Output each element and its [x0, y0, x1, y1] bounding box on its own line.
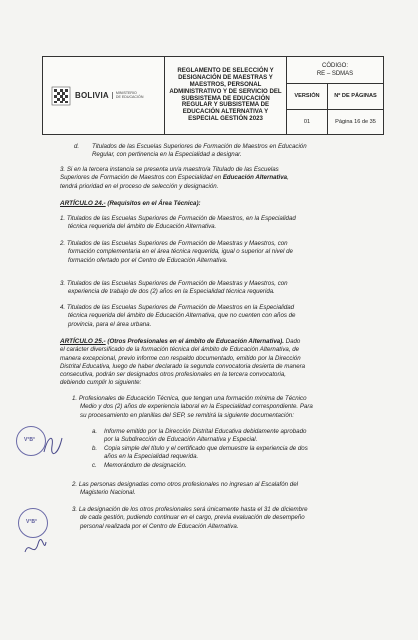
article-25-text	[60, 338, 305, 388]
text-line: Magisterio Nacional.	[80, 489, 136, 497]
art25-item-a	[104, 428, 306, 445]
code-label: CÓDIGO:	[321, 63, 348, 69]
text-line: técnica requerida del ámbito de Educación Alternativa.	[68, 223, 217, 231]
text-line: Titulados de las Escuelas Superiores de Formación de Maestros en Educación	[92, 143, 307, 150]
art24-item-2	[60, 240, 293, 265]
text-line: 4. Titulados de las Escuelas Superiores de Formación de Maestros en la Especialidad	[60, 304, 295, 311]
text-line: experiencia de trabajo de dos (2) años en la Especialidad técnica requerida.	[68, 288, 275, 296]
text-line: 3. Si en la tercera instancia se presenta un/a maestro/a Titulado de las Escuelas	[60, 166, 279, 173]
text-line: por la Subdirección de Educación Alternativa y Especial.	[104, 436, 258, 444]
article-24-heading	[60, 200, 201, 208]
version-value: 01	[303, 118, 311, 125]
text-line: el carácter diversificado de la formación técnica del ámbito de Educación Alternativa, de	[60, 346, 300, 354]
logo-sub-line-1: MINISTERIO	[115, 90, 137, 95]
text-line: Superiores de Formación de Maestros con Especialidad en	[60, 174, 223, 182]
title-line: REGULAR Y SUBSISTEMA DE	[181, 101, 270, 109]
text-fragment: Dado	[283, 338, 301, 345]
document-code	[287, 57, 383, 84]
title-line: DESIGNACIÓN DE MAESTRAS Y	[178, 74, 273, 82]
title-line: EDUCACIÓN ALTERNATIVA Y	[182, 108, 269, 116]
text-fragment: ,	[287, 174, 289, 182]
text-line: provincia, para el área urbana.	[68, 320, 152, 328]
stamp-1-text: V°B°	[24, 437, 35, 443]
text-line: técnica requerida del ámbito de Educación Alternativa, que no cuenten con años de	[68, 312, 296, 320]
text-line: Regular, con pertinencia en la Especialidad a designar.	[92, 151, 242, 159]
article-25-title: (Otros Profesionales en el ámbito de Educación Alternativa).	[105, 338, 284, 345]
document-header-table	[42, 56, 384, 135]
item-d-marker: d.	[74, 143, 80, 150]
text-line: de cada gestión, pudiendo continuar en el cargo, previa evaluación de desempeño	[80, 514, 305, 522]
text-line: Copia simple del título y el certificado que demuestre la experiencia de dos	[104, 445, 308, 452]
ministry-logo	[43, 57, 165, 134]
pages-label: Nº DE PÁGINAS	[328, 84, 383, 110]
paragraph-3	[60, 166, 289, 191]
item-a-marker: a.	[92, 428, 98, 435]
item-c-marker: c.	[92, 462, 97, 469]
art25-item-2	[72, 481, 298, 498]
version-pages-grid	[287, 84, 383, 134]
text-line: formación complementaria en el área técnica requerida, igual o superior al nivel de	[68, 248, 293, 256]
text-line: Distrital Educativa, luego de haber declarado la segunda convocatoria desierta de manera	[60, 362, 306, 370]
art24-item-4	[60, 304, 295, 329]
version-label: VERSIÓN	[287, 84, 327, 110]
item-d-text	[92, 143, 307, 160]
text-line: 1. Titulados de las Escuelas Superiores de Formación de Maestros, en la Especialidad	[60, 215, 296, 222]
article-25-label: ARTÍCULO 25.-	[60, 338, 106, 345]
article-24-label: ARTÍCULO 24.-	[60, 200, 106, 207]
title-line: ESPECIAL GESTIÓN 2023	[188, 114, 263, 122]
text-line: Informe emitido por la Dirección Distrital Educativa debidamente aprobado	[104, 428, 307, 435]
logo-text: BOLIVIA	[75, 91, 109, 100]
text-line: años en la Especialidad requerida.	[104, 453, 199, 461]
art25-item-3	[72, 506, 308, 531]
text-line: Medio y dos (2) años de experiencia laboral en la Especialidad correspondiente. Para	[80, 403, 313, 411]
bold-text: Educación Alternativa	[222, 174, 288, 182]
stamp-2-text: V°B°	[26, 519, 37, 525]
logo-subtitle	[112, 92, 144, 100]
text-line: consecutiva, podrán ser designados otros profesionales en la tercera convocatoria,	[60, 371, 286, 379]
art25-item-c	[104, 462, 187, 470]
text-line: su procesamiento en planillas del SEP, se remitirá la siguiente documentación:	[80, 411, 294, 419]
art25-item-1	[72, 395, 313, 420]
title-line: REGLAMENTO DE SELECCIÓN Y	[177, 67, 274, 75]
approval-stamp-2	[18, 508, 48, 538]
title-line: SUBSISTEMA DE EDUCACIÓN	[181, 94, 270, 102]
text-line: 2. Titulados de las Escuelas Superiores de Formación de Maestras y Maestros, con	[60, 240, 288, 247]
text-line: formación ofertado por el Centro de Educación Alternativa.	[68, 256, 228, 264]
title-line: MAESTROS, PERSONAL	[189, 80, 262, 88]
text-line: Memorándum de designación.	[104, 462, 187, 469]
code-value: RE – SDMAS	[316, 71, 354, 77]
initials-signature-1-icon	[40, 430, 64, 460]
initials-signature-2-icon	[22, 538, 48, 560]
art24-item-1	[60, 215, 296, 232]
art25-item-b	[104, 445, 308, 462]
logo-sub-line-2: DE EDUCACIÓN	[115, 94, 144, 99]
text-line: 3. La designación de los otros profesionales será únicamente hasta el 31 de diciembre	[72, 506, 308, 513]
text-line: 3. Titulados de las Escuelas Superiores de Formación de Maestras y Maestros, con	[60, 280, 288, 287]
text-line: personal realizada por el Centro de Educación Alternativa.	[80, 522, 239, 530]
text-line: debiendo cumplir lo siguiente:	[60, 379, 142, 387]
text-line: manera excepcional, previo informe con respaldo documentado, emitido por la Dirección	[60, 354, 301, 362]
article-24-title: (Requisitos en el Área Técnica):	[105, 200, 201, 207]
document-meta	[287, 57, 383, 134]
title-line: ADMINISTRATIVO Y DE SERVICIO DEL	[169, 87, 282, 95]
text-line: 1. Profesionales de Educación Técnica, que tengan una formación mínima de Técnico	[72, 395, 307, 402]
text-line: 2. Las personas designadas como otros profesionales no ingresan al Escalafón del	[72, 481, 298, 488]
document-title	[165, 57, 287, 134]
pages-value: Página 16 de 35	[335, 118, 376, 125]
text-line: tendrá prioridad en el proceso de selección y designación.	[60, 182, 219, 190]
bolivia-emblem-icon	[51, 86, 71, 106]
item-b-marker: b.	[92, 445, 98, 452]
art24-item-3	[60, 280, 288, 297]
